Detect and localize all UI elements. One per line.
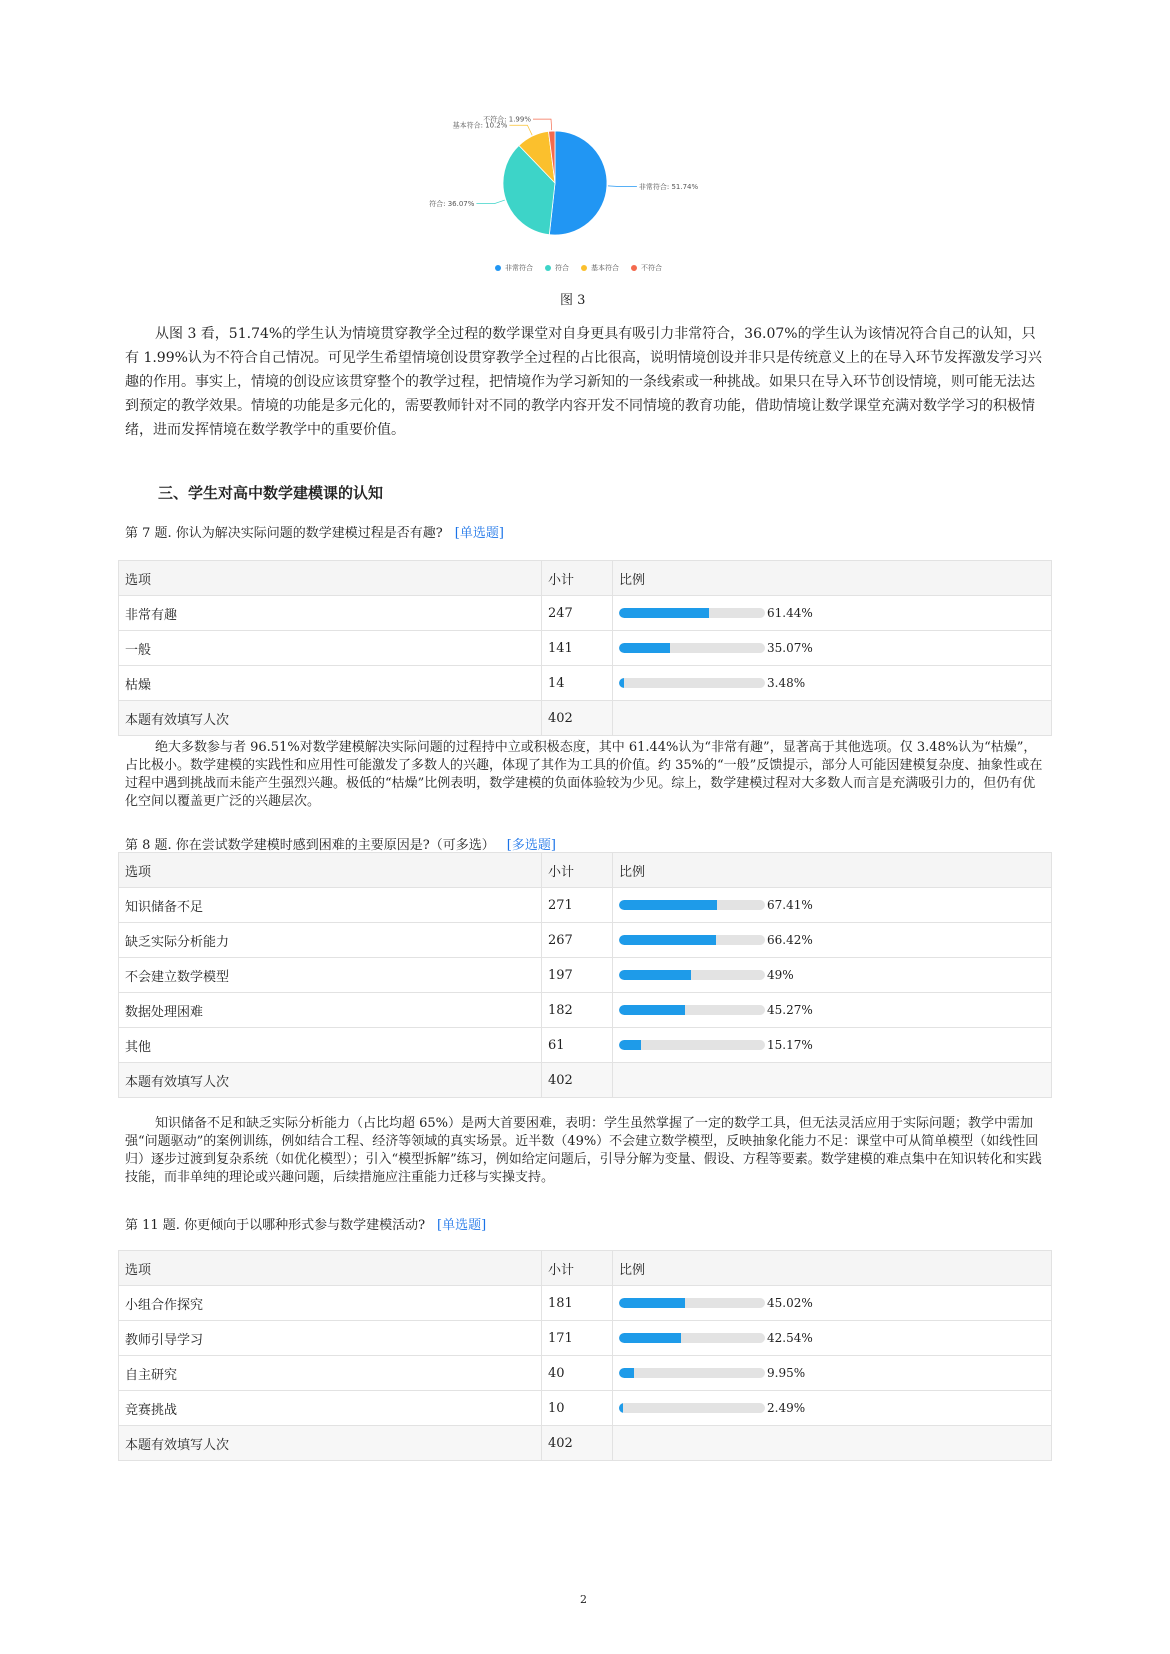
ratio-cell	[613, 666, 1052, 701]
progress-fill	[619, 643, 670, 653]
percent-label: 3.48%	[767, 676, 806, 690]
header-ratio: 比例	[613, 1251, 1052, 1286]
total-count: 402	[542, 1426, 613, 1461]
total-count: 402	[542, 1063, 613, 1098]
legend-label: 不符合	[641, 264, 662, 272]
legend-dot-icon	[631, 265, 637, 271]
ratio-cell	[613, 631, 1052, 666]
progress-bar	[619, 1403, 765, 1413]
option-cell: 不会建立数学模型	[119, 958, 542, 993]
header-ratio: 比例	[613, 853, 1052, 888]
progress-bar	[619, 1368, 765, 1378]
table-row	[119, 993, 1052, 1028]
table-row	[119, 958, 1052, 993]
option-cell: 数据处理困难	[119, 993, 542, 1028]
count-cell: 267	[542, 923, 613, 958]
pie-slice-0	[549, 131, 607, 235]
legend-item-3[interactable]	[631, 262, 662, 274]
header-count: 小计	[542, 853, 613, 888]
q8-type-link[interactable]: [多选题]	[506, 838, 556, 853]
count-cell: 271	[542, 888, 613, 923]
header-option: 选项	[119, 561, 542, 596]
total-empty	[613, 701, 1052, 736]
table-row	[119, 1028, 1052, 1063]
table-row	[119, 631, 1052, 666]
progress-bar	[619, 643, 765, 653]
progress-fill	[619, 1368, 634, 1378]
legend-dot-icon	[545, 265, 551, 271]
progress-fill	[619, 1040, 641, 1050]
percent-label: 61.44%	[767, 606, 813, 620]
ratio-cell	[613, 596, 1052, 631]
q8-table	[118, 852, 1052, 1098]
percent-label: 49%	[767, 968, 794, 982]
progress-fill	[619, 1005, 685, 1015]
progress-bar	[619, 970, 765, 980]
table-row	[119, 923, 1052, 958]
legend-item-2[interactable]	[581, 262, 619, 274]
count-cell: 141	[542, 631, 613, 666]
option-cell: 缺乏实际分析能力	[119, 923, 542, 958]
percent-label: 45.27%	[767, 1003, 813, 1017]
ratio-cell	[613, 993, 1052, 1028]
table-row	[119, 1356, 1052, 1391]
progress-bar	[619, 1298, 765, 1308]
total-label: 本题有效填写人次	[119, 1063, 542, 1098]
progress-bar	[619, 1040, 765, 1050]
q11-title	[125, 1214, 486, 1233]
progress-fill	[619, 1333, 681, 1343]
header-option: 选项	[119, 853, 542, 888]
percent-label: 15.17%	[767, 1038, 813, 1052]
figure-caption: 图 3	[560, 293, 586, 308]
progress-bar	[619, 1333, 765, 1343]
legend-item-0[interactable]	[495, 262, 533, 274]
table-total-row	[119, 1426, 1052, 1461]
option-cell: 小组合作探究	[119, 1286, 542, 1321]
percent-label: 67.41%	[767, 898, 813, 912]
progress-fill	[619, 678, 624, 688]
table-row	[119, 1391, 1052, 1426]
count-cell: 171	[542, 1321, 613, 1356]
count-cell: 181	[542, 1286, 613, 1321]
header-count: 小计	[542, 561, 613, 596]
progress-fill	[619, 608, 709, 618]
legend-dot-icon	[495, 265, 501, 271]
legend-dot-icon	[581, 265, 587, 271]
pie-legend	[495, 262, 695, 274]
table-total-row	[119, 701, 1052, 736]
header-option: 选项	[119, 1251, 542, 1286]
q7-type-link[interactable]: [单选题]	[454, 526, 504, 541]
total-empty	[613, 1426, 1052, 1461]
percent-label: 66.42%	[767, 933, 813, 947]
legend-item-1[interactable]	[545, 262, 569, 274]
progress-bar	[619, 1005, 765, 1015]
table-row	[119, 888, 1052, 923]
ratio-cell	[613, 923, 1052, 958]
pie-leader-2	[509, 125, 532, 135]
count-cell: 182	[542, 993, 613, 1028]
percent-label: 42.54%	[767, 1331, 813, 1345]
q11-type-link[interactable]: [单选题]	[437, 1218, 487, 1233]
ratio-cell	[613, 1321, 1052, 1356]
percent-label: 35.07%	[767, 641, 813, 655]
option-cell: 知识储备不足	[119, 888, 542, 923]
progress-fill	[619, 935, 716, 945]
table-row	[119, 1286, 1052, 1321]
paragraph-3: 知识储备不足和缺乏实际分析能力（占比均超 65%）是两大首要困难，表明：学生虽然掌握了一定的数学工具，但无法灵活应用于实际问题；教学中需加强“问题驱动”的案例训练，例如结合工程、经济等领域的真实场景。近半数（49%）不会建立数学模型，反映抽象化能力不足：课堂中可从简单模型（如线性回归）逐步过渡到复杂系统（如优化模型）；引入“模型拆解”练习，例如给定问题后，引导分解为变量、假设、方程等要素。数学建模的难点集中在知识转化和实践技能，而非单纯的理论或兴趣问题，后续措施应注重能力迁移与实操支持。	[125, 1116, 1042, 1185]
option-cell: 其他	[119, 1028, 542, 1063]
pie-label-1: 符合: 36.07%	[429, 200, 475, 209]
pie-label-3: 不符合: 1.99%	[483, 115, 532, 124]
pie-label-0: 非常符合: 51.74%	[638, 182, 699, 191]
pie-label-2: 基本符合: 10.2%	[452, 121, 508, 130]
count-cell: 10	[542, 1391, 613, 1426]
option-cell: 枯燥	[119, 666, 542, 701]
progress-bar	[619, 608, 765, 618]
total-label: 本题有效填写人次	[119, 701, 542, 736]
count-cell: 61	[542, 1028, 613, 1063]
progress-fill	[619, 900, 717, 910]
percent-label: 2.49%	[767, 1401, 806, 1415]
paragraph-2: 绝大多数参与者 96.51%对数学建模解决实际问题的过程持中立或积极态度，其中 61.44%认为“非常有趣”，显著高于其他选项。仅 3.48%认为“枯燥”，占比极小。数学建模的实践性和应用性可能激发了多数人的兴趣，体现了其作为工具的价值。约 35%的“一般”反馈提示，部分人可能因建模复杂度、抽象性或在过程中遇到挑战而未能产生强烈兴趣。极低的“枯燥”比例表明，数学建模的负面体验较为少见。综上，数学建模过程对大多数人而言是充满吸引力的，但仍有优化空间以覆盖更广泛的兴趣层次。	[125, 740, 1043, 809]
q11-title-text: 第 11 题. 你更倾向于以哪种形式参与数学建模活动?	[125, 1218, 426, 1233]
progress-bar	[619, 900, 765, 910]
ratio-cell	[613, 1391, 1052, 1426]
ratio-cell	[613, 888, 1052, 923]
pie-chart	[420, 95, 750, 285]
legend-label: 基本符合	[591, 264, 619, 272]
q7-table	[118, 560, 1052, 736]
progress-fill	[619, 1403, 623, 1413]
progress-fill	[619, 1298, 685, 1308]
progress-fill	[619, 970, 691, 980]
progress-bar	[619, 935, 765, 945]
table-header-row	[119, 1251, 1052, 1286]
legend-label: 符合	[555, 264, 569, 272]
q7-title	[125, 522, 504, 541]
q8-title-text: 第 8 题. 你在尝试数学建模时感到困难的主要原因是?（可多选）	[125, 838, 495, 853]
ratio-cell	[613, 958, 1052, 993]
option-cell: 教师引导学习	[119, 1321, 542, 1356]
pie-leader-0	[608, 186, 637, 187]
pie-leader-1	[476, 200, 504, 204]
table-header-row	[119, 561, 1052, 596]
header-count: 小计	[542, 1251, 613, 1286]
percent-label: 45.02%	[767, 1296, 813, 1310]
table-row	[119, 666, 1052, 701]
q11-table	[118, 1250, 1052, 1461]
option-cell: 非常有趣	[119, 596, 542, 631]
page-number: 2	[580, 1593, 587, 1606]
pie-leader-3	[533, 119, 552, 130]
option-cell: 竞赛挑战	[119, 1391, 542, 1426]
count-cell: 247	[542, 596, 613, 631]
q7-title-text: 第 7 题. 你认为解决实际问题的数学建模过程是否有趣?	[125, 526, 443, 541]
count-cell: 40	[542, 1356, 613, 1391]
count-cell: 197	[542, 958, 613, 993]
section-heading: 三、学生对高中数学建模课的认知	[158, 484, 384, 502]
table-total-row	[119, 1063, 1052, 1098]
total-label: 本题有效填写人次	[119, 1426, 542, 1461]
option-cell: 自主研究	[119, 1356, 542, 1391]
total-count: 402	[542, 701, 613, 736]
progress-bar	[619, 678, 765, 688]
percent-label: 9.95%	[767, 1366, 806, 1380]
table-row	[119, 1321, 1052, 1356]
count-cell: 14	[542, 666, 613, 701]
total-empty	[613, 1063, 1052, 1098]
header-ratio: 比例	[613, 561, 1052, 596]
ratio-cell	[613, 1356, 1052, 1391]
table-header-row	[119, 853, 1052, 888]
paragraph-1: 从图 3 看，51.74%的学生认为情境贯穿教学全过程的数学课堂对自身更具有吸引力非常符合，36.07%的学生认为该情况符合自己的认知，只有 1.99%认为不符合自己情况。可见学生希望情境创设贯穿教学全过程的占比很高，说明情境创设并非只是传统意义上的在导入环节发挥激发学习兴趣的作用。事实上，情境的创设应该贯穿整个的教学过程，把情境作为学习新知的一条线索或一种挑战。如果只在导入环节创设情境，则可能无法达到预定的教学效果。情境的功能是多元化的，需要教师针对不同的教学内容开发不同情境的教育功能，借助情境让数学课堂充满对数学学习的积极情绪，进而发挥情境在数学教学中的重要价值。	[125, 326, 1042, 438]
ratio-cell	[613, 1286, 1052, 1321]
ratio-cell	[613, 1028, 1052, 1063]
q8-title	[125, 834, 556, 853]
legend-label: 非常符合	[505, 264, 533, 272]
table-row	[119, 596, 1052, 631]
option-cell: 一般	[119, 631, 542, 666]
